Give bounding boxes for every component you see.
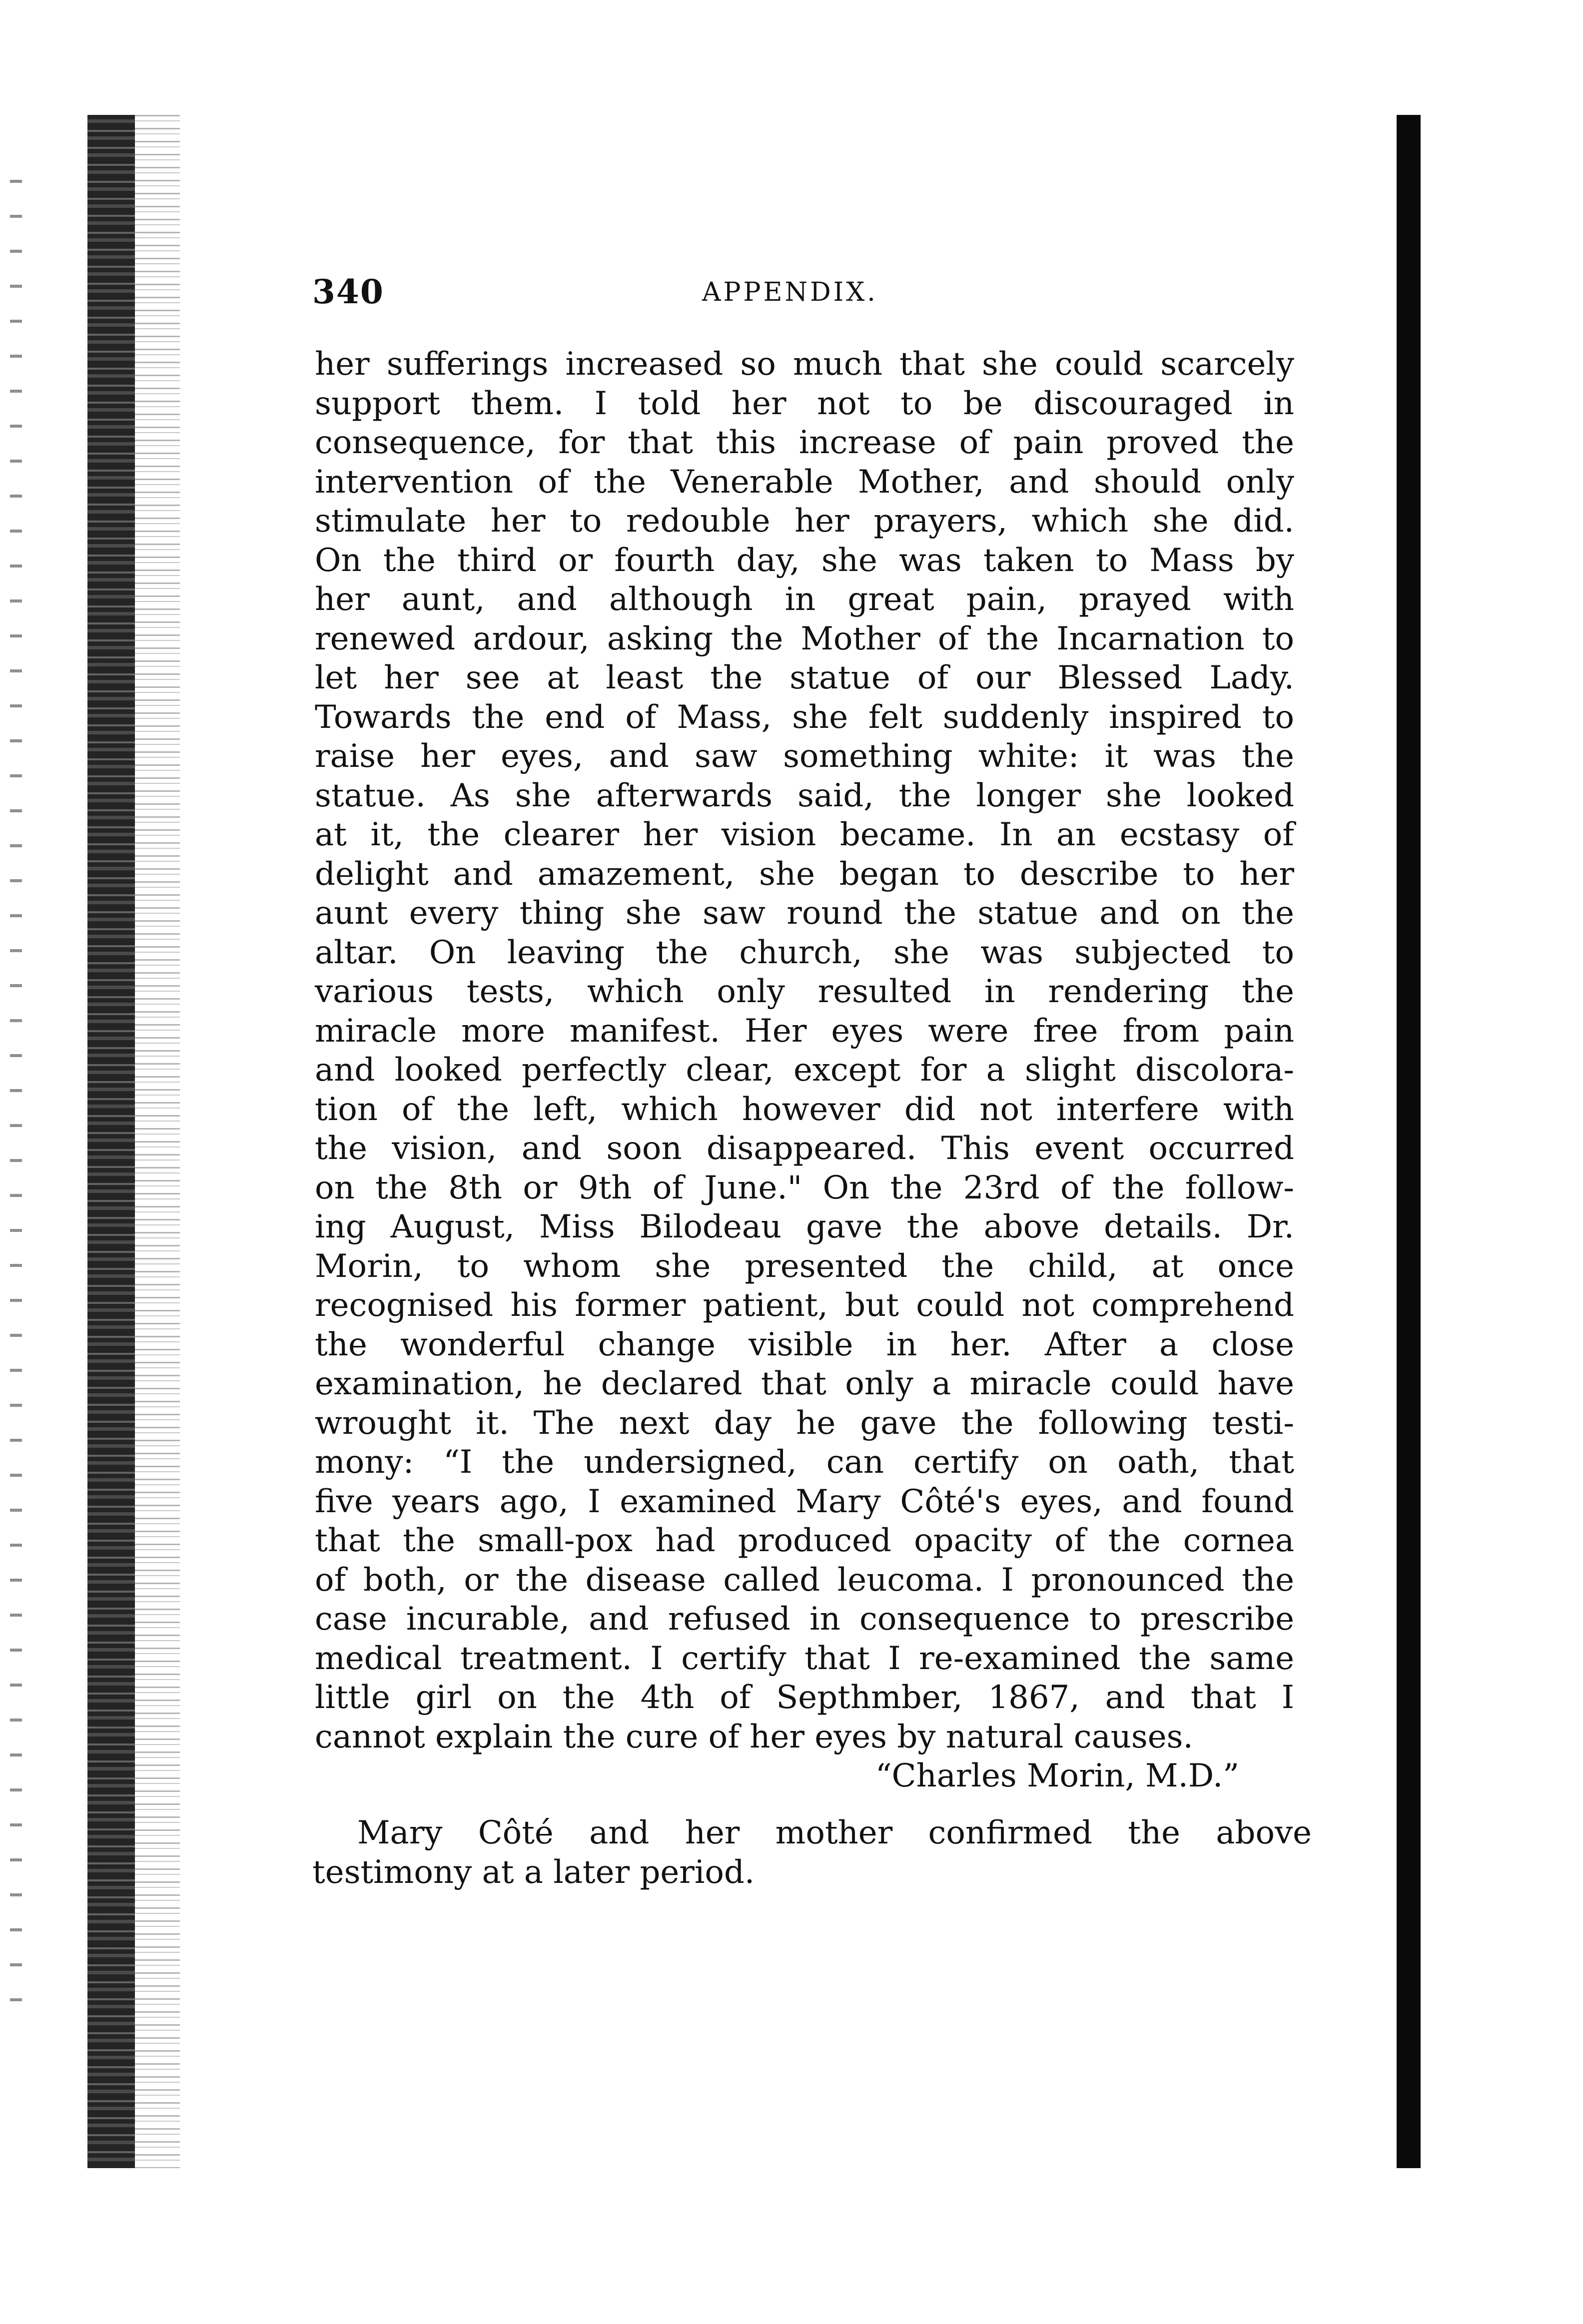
page-header xyxy=(312,272,1307,317)
binding-shadow xyxy=(87,115,135,2168)
text-line: consequence, for that this increase of pain proved the xyxy=(315,424,1294,461)
text-line: that the small-pox had produced opacity of the cornea xyxy=(315,1522,1294,1559)
text-line: mony: “I the undersigned, can certify on oath, that xyxy=(315,1444,1294,1481)
text-line: renewed ardour, asking the Mother of the Incarnation to xyxy=(315,620,1294,657)
text-line: ing August, Miss Bilodeau gave the above details. Dr. xyxy=(315,1208,1294,1245)
text-line: case incurable, and refused in consequence to prescribe xyxy=(315,1601,1294,1638)
text-line: miracle more manifest. Her eyes were free from pain xyxy=(315,1012,1294,1050)
text-line: On the third or fourth day, she was taken to Mass by xyxy=(315,542,1294,579)
text-line: statue. As she afterwards said, the longer she looked xyxy=(315,777,1294,814)
page-edge-shadow xyxy=(1397,115,1421,2168)
text-line: intervention of the Venerable Mother, and should only xyxy=(315,463,1294,501)
text-line: aunt every thing she saw round the statue and on the xyxy=(315,895,1294,932)
text-line: recognised his former patient, but could not comprehend xyxy=(315,1287,1294,1324)
text-line: her sufferings increased so much that she could scarcely xyxy=(315,346,1294,383)
text-line: five years ago, I examined Mary Côté's eyes, and found xyxy=(315,1483,1294,1520)
text-line: altar. On leaving the church, she was subjected to xyxy=(315,934,1294,971)
text-line: stimulate her to redouble her prayers, which she did. xyxy=(315,503,1294,540)
text-line: on the 8th or 9th of June." On the 23rd of the follow- xyxy=(315,1169,1294,1206)
text-line: the vision, and soon disappeared. This event occurred xyxy=(315,1130,1294,1167)
text-line: and looked perfectly clear, except for a slight discolora- xyxy=(315,1052,1294,1089)
text-line: delight and amazement, she began to describe to her xyxy=(315,855,1294,893)
text-line: cannot explain the cure of her eyes by natural causes. xyxy=(315,1718,1193,1755)
signature-line: “Charles Morin, M.D.” xyxy=(875,1757,1239,1794)
closing-paragraph xyxy=(312,1813,1312,1892)
text-line: wrought it. The next day he gave the following testi- xyxy=(315,1404,1294,1442)
running-head: APPENDIX. xyxy=(702,277,878,307)
text-line: of both, or the disease called leucoma. I pronounced the xyxy=(315,1561,1294,1599)
page-number: 340 xyxy=(312,272,384,311)
text-line: medical treatment. I certify that I re-examined the same xyxy=(315,1640,1294,1677)
text-line: examination, he declared that only a miracle could have xyxy=(315,1365,1294,1402)
scan-edge-marks xyxy=(10,180,22,2028)
body-text xyxy=(315,345,1294,1796)
text-line: support them. I told her not to be discouraged in xyxy=(315,385,1294,422)
binding-shadow-fade xyxy=(135,115,180,2168)
text-line: testimony at a later period. xyxy=(312,1853,755,1891)
text-line: at it, the clearer her vision became. In an ecstasy of xyxy=(315,816,1294,853)
text-line: tion of the left, which however did not interfere with xyxy=(315,1091,1294,1128)
text-line: let her see at least the statue of our Blessed Lady. xyxy=(315,659,1294,696)
text-line: little girl on the 4th of Septhmber, 1867, and that I xyxy=(315,1679,1294,1716)
text-line: Mary Côté and her mother confirmed the above xyxy=(357,1814,1312,1851)
text-line: her aunt, and although in great pain, prayed with xyxy=(315,581,1294,618)
text-line: various tests, which only resulted in rendering the xyxy=(315,973,1294,1010)
text-line: Towards the end of Mass, she felt suddenly inspired to xyxy=(315,698,1294,736)
text-line: Morin, to whom she presented the child, at once xyxy=(315,1247,1294,1285)
text-line: the wonderful change visible in her. After a close xyxy=(315,1326,1294,1363)
text-line: raise her eyes, and saw something white: it was the xyxy=(315,738,1294,775)
